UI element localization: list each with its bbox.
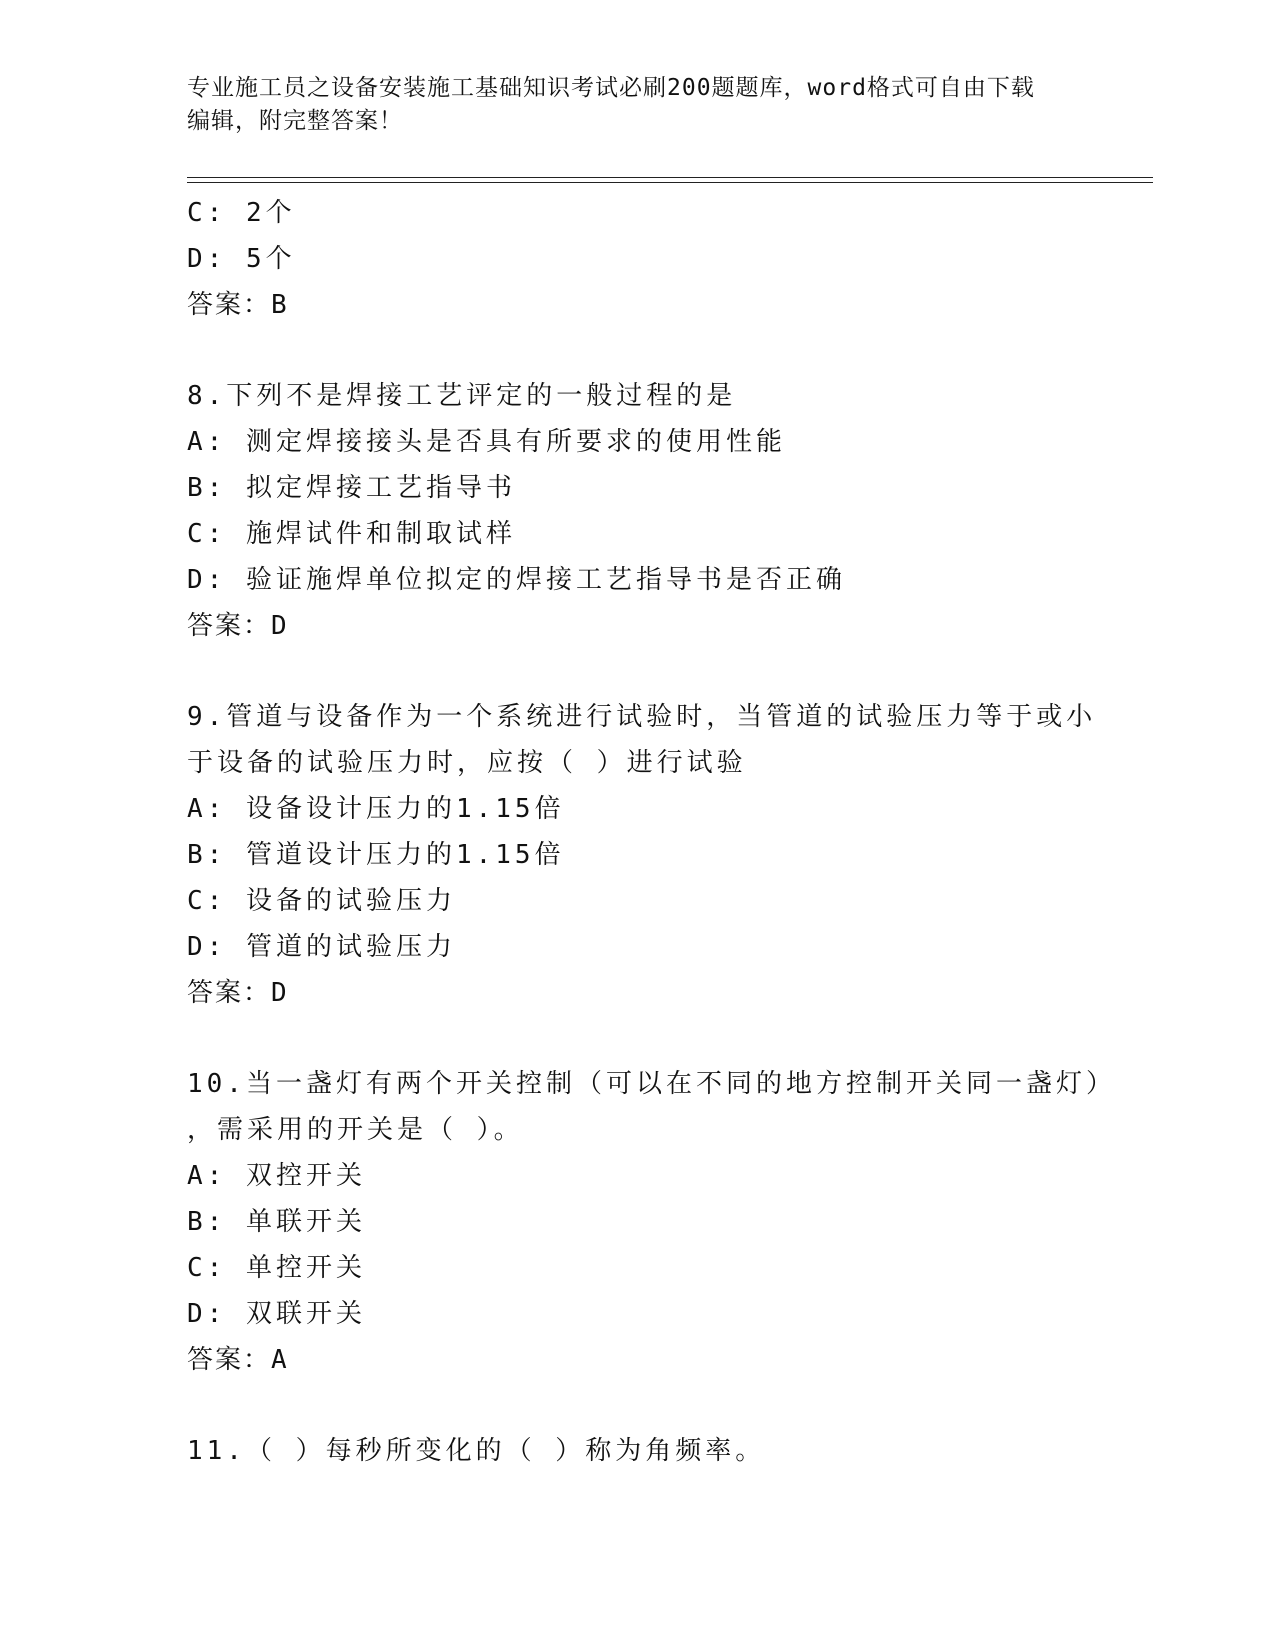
question-fragment (187, 190, 1087, 328)
question-text-continued: 于设备的试验压力时，应按（ ）进行试验 (187, 748, 747, 778)
answer-line: 答案：D (187, 978, 289, 1008)
answer-line: 答案：B (187, 290, 289, 320)
option-a: A: 设备设计压力的1.15倍 (187, 794, 565, 824)
header-divider-top (187, 177, 1153, 178)
question-text: 11.（ ）每秒所变化的（ ）称为角频率。 (187, 1436, 766, 1466)
option-c: C: 施焊试件和制取试样 (187, 519, 516, 549)
header-title-line-2: 编辑，附完整答案！ (187, 108, 403, 134)
header-title-line-1: 专业施工员之设备安装施工基础知识考试必刷200题题库，word格式可自由下载 (187, 75, 1035, 101)
option-d: D: 验证施焊单位拟定的焊接工艺指导书是否正确 (187, 565, 846, 595)
spacer (187, 1016, 1087, 1061)
question-9 (187, 694, 1097, 1016)
option-d: D: 5个 (187, 244, 296, 274)
question-text: 9.管道与设备作为一个系统进行试验时，当管道的试验压力等于或小 (187, 702, 1097, 732)
question-11 (187, 1428, 1087, 1474)
question-text: 10.当一盏灯有两个开关控制（可以在不同的地方控制开关同一盏灯） (187, 1069, 1116, 1099)
question-10 (187, 1061, 1116, 1383)
answer-line: 答案：D (187, 611, 289, 641)
spacer (187, 1383, 1087, 1428)
document-body (187, 190, 1116, 1474)
spacer (187, 649, 1087, 694)
option-b: B: 管道设计压力的1.15倍 (187, 840, 565, 870)
option-a: A: 双控开关 (187, 1161, 366, 1191)
option-c: C: 2个 (187, 198, 296, 228)
answer-line: 答案：A (187, 1345, 289, 1375)
option-d: D: 管道的试验压力 (187, 932, 456, 962)
option-c: C: 设备的试验压力 (187, 886, 456, 916)
spacer (187, 328, 1087, 373)
option-a: A: 测定焊接接头是否具有所要求的使用性能 (187, 427, 786, 457)
question-text-continued: ，需采用的开关是（ ）。 (187, 1115, 524, 1145)
option-b: B: 拟定焊接工艺指导书 (187, 473, 516, 503)
option-b: B: 单联开关 (187, 1207, 366, 1237)
option-c: C: 单控开关 (187, 1253, 366, 1283)
option-d: D: 双联开关 (187, 1299, 366, 1329)
question-8 (187, 373, 1087, 649)
header-divider-bottom (187, 182, 1153, 183)
document-header (187, 72, 1067, 138)
question-text: 8.下列不是焊接工艺评定的一般过程的是 (187, 381, 737, 411)
